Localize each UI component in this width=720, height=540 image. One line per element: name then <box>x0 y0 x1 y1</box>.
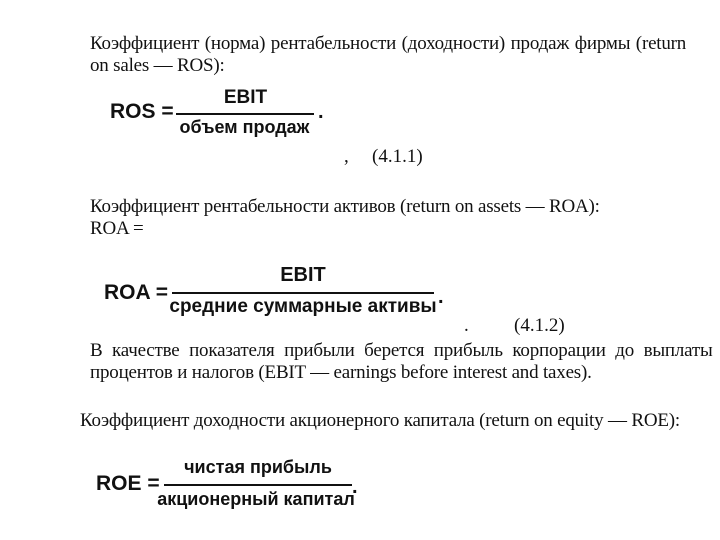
roe-heading: Коэффициент доходности акционерного капитала (return on equity — ROE): <box>80 410 680 431</box>
ros-period: . <box>318 101 324 123</box>
roa-eq-dot: . <box>464 315 469 336</box>
ros-numerator: EBIT <box>223 87 268 108</box>
ros-heading-line1: Коэффициент (норма) рентабельности (доходности) продаж фирмы (return <box>90 33 687 54</box>
roa-heading-line2: ROA = <box>90 218 144 239</box>
roe-formula-lhs: ROE = <box>96 472 160 495</box>
ros-formula-lhs: ROS = <box>110 100 174 123</box>
ebit-note-line1: В качестве показателя прибыли берется прибыль корпорации до выплаты <box>90 340 713 361</box>
ros-eq-comma: , <box>344 146 349 167</box>
roa-numerator: EBIT <box>280 264 326 286</box>
roe-numerator: чистая прибыль <box>184 457 332 477</box>
roa-formula-lhs: ROA = <box>104 281 168 304</box>
roa-period: . <box>438 286 444 308</box>
roa-denominator: средние суммарные активы <box>169 296 437 317</box>
ros-denominator: объем продаж <box>179 117 310 137</box>
roa-heading-line1: Коэффициент рентабельности активов (return on assets — ROA): <box>90 196 600 217</box>
ebit-note-line2: процентов и налогов (EBIT — earnings before interest and taxes). <box>90 362 592 383</box>
roa-fraction-bar <box>172 292 434 294</box>
ros-heading-line2: on sales — ROS): <box>90 55 225 76</box>
roe-denominator: акционерный капитал <box>157 489 355 509</box>
ros-eq-number: (4.1.1) <box>372 146 423 167</box>
roe-fraction-bar <box>164 484 352 486</box>
roe-period: . <box>352 476 358 498</box>
ros-fraction-bar <box>176 113 314 115</box>
roa-eq-number: (4.1.2) <box>514 315 565 336</box>
